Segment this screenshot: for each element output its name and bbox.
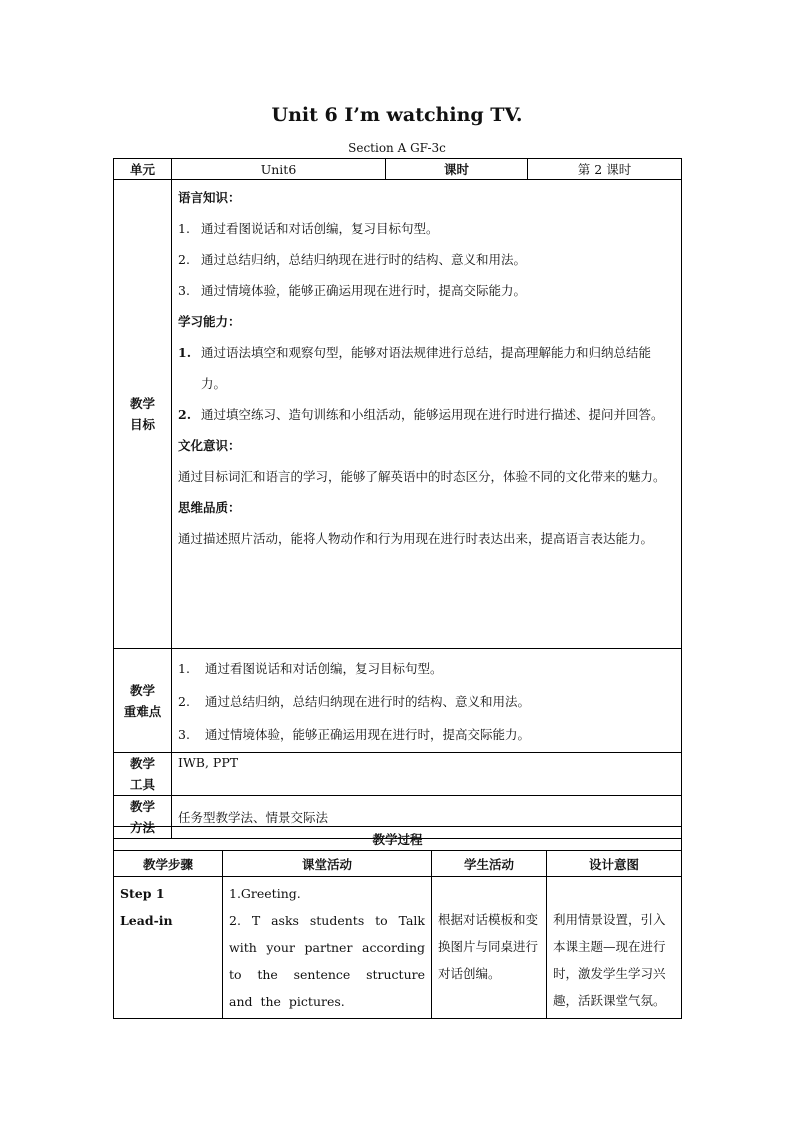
objectives-content: [172, 180, 682, 649]
teaching-process-table: [113, 826, 682, 1019]
objectives-label: 教学 目标: [114, 180, 172, 649]
tools-value: IWB, PPT: [172, 753, 682, 796]
design-intent-cell: 利用情景设置，引入本课主题—现在进行时，激发学生学习兴趣，活跃课堂气氛。: [547, 877, 682, 1019]
table-row: [114, 877, 682, 1019]
list-item: 1. 通过看图说话和对话创编，复习目标句型。: [178, 221, 439, 236]
process-title: 教学过程: [114, 827, 682, 851]
ability-heading: 学习能力：: [178, 314, 241, 329]
list-item: 1. 通过看图说话和对话创编，复习目标句型。: [178, 661, 443, 676]
column-header: 学生活动: [432, 851, 547, 877]
page-subtitle: Section A GF-3c: [348, 141, 446, 155]
column-header: 教学步骤: [114, 851, 223, 877]
lesson-plan-table: [113, 158, 682, 839]
thinking-text: 通过描述照片活动，能将人物动作和行为用现在进行时表达出来，提高语言表达能力。: [178, 531, 654, 546]
list-item: 2. 通过总结归纳，总结归纳现在进行时的结构、意义和用法。: [178, 694, 531, 709]
page-title: Unit 6 I’m watching TV.: [271, 104, 523, 126]
list-item: 2. 通过总结归纳，总结归纳现在进行时的结构、意义和用法。: [178, 252, 527, 267]
list-item: 3. 通过情境体验，能够正确运用现在进行时，提高交际能力。: [178, 727, 531, 742]
tools-label: 教学 工具: [114, 753, 172, 796]
column-header: 设计意图: [547, 851, 682, 877]
culture-text: 通过目标词汇和语言的学习，能够了解英语中的时态区分，体验不同的文化带来的魅力。: [178, 469, 666, 484]
key-points-content: [172, 649, 682, 753]
period-label: 课时: [386, 159, 528, 180]
student-activity-cell: 根据对话模板和变换图片与同桌进行对话创编。: [432, 877, 547, 1019]
list-item: 1. 通过语法填空和观察句型，能够对语法规律进行总结，提高理解能力和归纳总结能力。: [178, 345, 652, 391]
unit-label: 单元: [114, 159, 172, 180]
activity-cell: 1.Greeting. 2. T asks students to Talk with your partner according to the sentence structure and the pictures.: [223, 877, 432, 1019]
list-item: 2. 通过填空练习、造句训练和小组活动，能够运用现在进行时进行描述、提问并回答。: [178, 407, 664, 422]
step-cell: Step 1 Lead-in: [114, 877, 223, 1019]
unit-value: Unit6: [172, 159, 386, 180]
culture-heading: 文化意识：: [178, 438, 241, 453]
thinking-heading: 思维品质：: [178, 500, 241, 515]
methods-label: 教学 方法: [114, 796, 172, 839]
methods-value: 任务型教学法、情景交际法: [172, 796, 682, 839]
list-item: 3. 通过情境体验，能够正确运用现在进行时，提高交际能力。: [178, 283, 527, 298]
period-value: 第 2 课时: [528, 159, 682, 180]
column-header: 课堂活动: [223, 851, 432, 877]
key-points-label: 教学 重难点: [114, 649, 172, 753]
language-heading: 语言知识：: [178, 190, 241, 205]
